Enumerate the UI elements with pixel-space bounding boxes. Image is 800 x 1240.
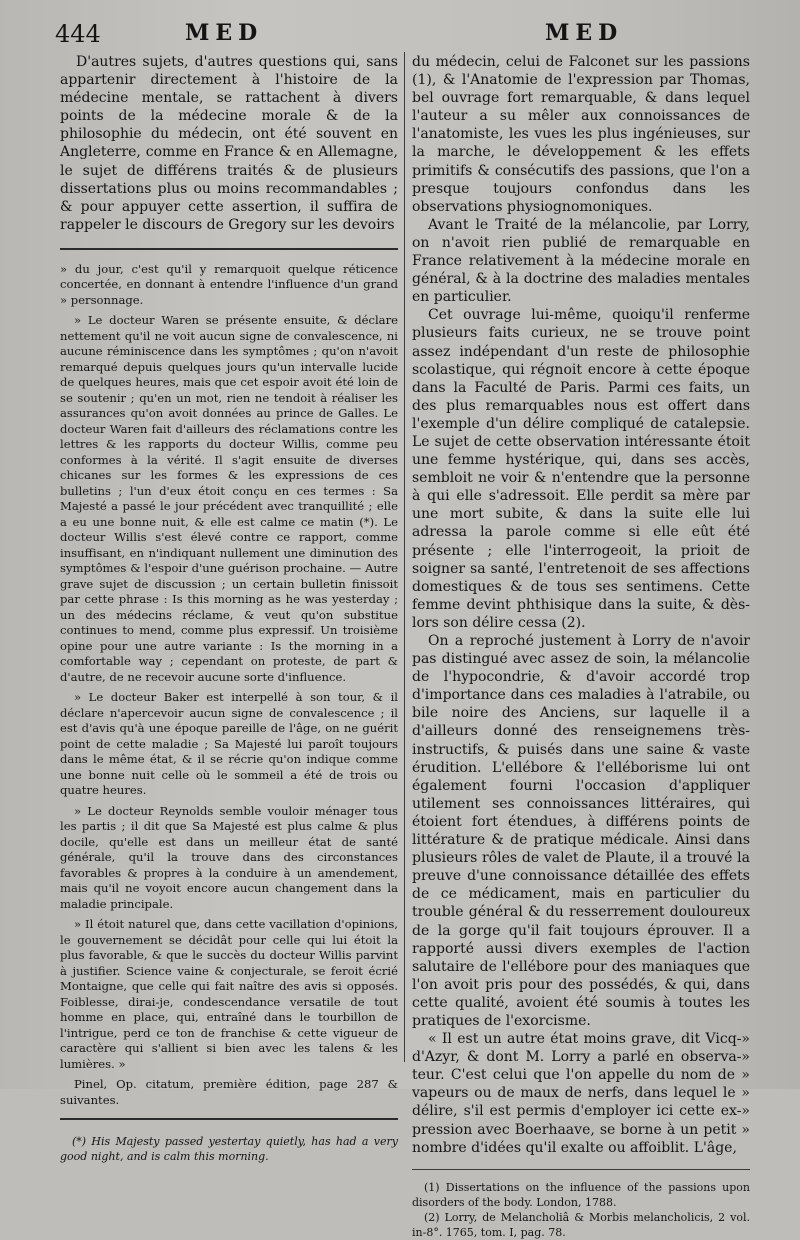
footnote-rule	[412, 1169, 750, 1170]
quote-paragraph: » Il étoit naturel que, dans cette vacillation d'opinions, le gouvernement se décidât pour celle qui lui étoit la plus favorable, & que le succès du docteur Willis parvint à justifier. Science vaine & conjecturale, se feroit écrié Montaigne, que celle qui fait naître des avis si opposés. Foiblesse, dirai-je, condescendance versatile de tout homme en place, qui, entraîné dans le tourbillon de l'intrigue, perd ce ton de franchise & cette vigueur de caractère qui s'allient si bien avec les talens & les lumières. »	[60, 917, 398, 1071]
quote-paragraph: » Le docteur Reynolds semble vouloir ménager tous les partis ; il dit que Sa Majesté est plus calme & plus docile, qu'elle est dans un meilleur état de santé générale, qu'il la trouve dans des circonstances favorables & propres à la conduire à un amendement, mais qu'il ne voyoit encore aucun changement dans la maladie principale.	[60, 803, 398, 911]
section-rule	[60, 248, 398, 250]
page-number: 444	[55, 20, 101, 48]
left-column	[60, 53, 398, 1164]
body-paragraph: du médecin, celui de Falconet sur les passions (1), & l'Anatomie de l'expression par Thomas, bel ouvrage fort remarquable, & dans lequel l'auteur a su mêler aux connoissances de l'anatomiste, les vues les plus ingénieuses, sur la marche, le développement & les effets primitifs & consécutifs des passions, que l'on a presque toujours confondus dans les observations physiognomoniques.	[412, 54, 750, 215]
quote-paragraph: » Le docteur Waren se présente ensuite, & déclare nettement qu'il ne voit aucun signe de convalescence, ni aucune réminiscence dans les symptômes ; qu'on n'avoit remarqué depuis quelques jours qu'un intervalle lucide de quelques heures, mais que cet espoir avoit été loin de se soutenir ; qu'en un mot, rien ne tendoit à réaliser les assurances qu'on avoit données au prince de Galles. Le docteur Waren fait d'ailleurs des réclamations contre les lettres & les rapports du docteur Willis, comme peu conformes à la vérité. Il s'agit ensuite de diverses chicanes sur les formes & les expressions de ces bulletins ; l'un d'eux étoit conçu en ces termes : Sa Majesté a passé le jour précédent avec tranquillité ; elle a eu une bonne nuit, & elle est calme ce matin (*). Le docteur Willis s'est élevé contre ce rapport, comme insuffisant, en n'indiquant nullement une diminution des symptômes & l'espoir d'une guérison prochaine. — Autre grave sujet de discussion ; un certain bulletin finissoit par cette phrase : Is this morning as he was yesterday ; un des médecins réclame, & veut qu'on substitue continues to mend, comme plus expressif. Un troisième opine pour une autre variante : Is the morning in a comfortable way ; cependant on proteste, de part & d'autre, de ne recevoir aucune sorte d'influence.	[60, 313, 398, 684]
running-head-right: MED	[545, 20, 624, 46]
right-column	[412, 53, 750, 1240]
footnote: (2) Lorry, de Melancholiâ & Morbis melancholicis, 2 vol. in-8°. 1765, tom. I, pag. 78.	[412, 1210, 750, 1239]
running-head-left: MED	[185, 20, 264, 46]
body-paragraph: Avant le Traité de la mélancolie, par Lorry, on n'avoit rien publié de remarquable en France relativement à la médecine morale en général, & à la doctrine des maladies mentales en particulier.	[412, 216, 750, 306]
footnote: (*) His Majesty passed yestertay quietly, has had a very good night, and is calm this morning.	[60, 1135, 398, 1164]
footnote: (1) Dissertations on the influence of the passions upon disorders of the body. London, 1788.	[412, 1180, 750, 1209]
body-paragraph: « Il est un autre état moins grave, dit Vicq-» d'Azyr, & dont M. Lorry a parlé en observa-» teur. C'est celui que l'on appelle du nom de » vapeurs ou de maux de nerfs, dans lequel le » délire, s'il est permis d'employer ici cette ex-» pression avec Boerhaave, se borne à un petit » nombre d'idées qu'il exalte ou affoiblit. L'âge,	[412, 1031, 750, 1156]
footnote-rule	[60, 1118, 398, 1120]
citation: Pinel, Op. citatum, première édition, page 287 & suivantes.	[60, 1077, 398, 1107]
left-intro-paragraph: D'autres sujets, d'autres questions qui, sans appartenir directement à l'histoire de la médecine mentale, se rattachent à divers points de la médecine morale & de la philosophie du médecin, ont été souvent en Angleterre, comme en France & en Allemagne, le sujet de différens traités & de plusieurs dissertations plus ou moins recommandables ; & pour appuyer cette assertion, il suffira de rappeler le discours de Gregory sur les devoirs	[60, 54, 398, 233]
body-paragraph: On a reproché justement à Lorry de n'avoir pas distingué avec assez de soin, la mélancolie de l'hypocondrie, & d'avoir accordé trop d'importance dans ces maladies à l'atrabile, ou bile noire des Anciens, sur laquelle il a d'ailleurs donné des renseignemens très-instructifs, & puisés dans une saine & vaste érudition. L'ellébore & l'elléborisme lui ont également fourni l'occasion d'appliquer utilement ses connoissances littéraires, qui étoient fort étendues, à différens points de littérature & de pratique médicale. Ainsi dans plusieurs rôles de valet de Plaute, il a trouvé la preuve d'une connoissance détaillée des effets de ce médicament, mais en particulier du trouble général & du resserrement douloureux de la gorge qu'il fait toujours éprouver. Il a rapporté aussi divers exemples de l'action salutaire de l'ellébore pour des maniaques que l'on avoit pris pour des possédés, & qui, dans cette qualité, avoient été soumis à toutes les pratiques de l'exorcisme.	[412, 633, 750, 1029]
quote-paragraph: » Le docteur Baker est interpellé à son tour, & il déclare n'apercevoir aucun signe de convalescence ; il est d'avis qu'à une époque pareille de l'âge, on ne guérit point de cette maladie ; Sa Majesté lui paroît toujours dans le même état, & il se récrie qu'on indique comme une bonne nuit celle où le sommeil a été de trois ou quatre heures.	[60, 690, 398, 798]
quote-paragraph: » du jour, c'est qu'il y remarquoit quelque réticence concertée, en donnant à entendre l'influence d'un grand » personnage.	[60, 261, 398, 307]
column-divider	[404, 52, 405, 1062]
body-paragraph: Cet ouvrage lui-même, quoiqu'il renferme plusieurs faits curieux, ne se trouve point assez indépendant d'un reste de philosophie scolastique, qui régnoit encore à cette époque dans la Faculté de Paris. Parmi ces faits, un des plus remarquables nous est offert dans l'exemple d'un délire compliqué de catalepsie. Le sujet de cette observation intéressante étoit une femme hystérique, qui, dans ses accès, sembloit ne voir & n'entendre que la personne à qui elle s'adressoit. Elle perdit sa mère par une mort subite, & dans la suite elle lui adressa la parole comme si elle eût été présente ; elle l'interrogeoit, la prioit de soigner sa santé, l'entretenoit de ses affections domestiques & de tous ses sentimens. Cette femme devint phthisique dans la suite, & dès-lors son délire cessa (2).	[412, 307, 750, 631]
